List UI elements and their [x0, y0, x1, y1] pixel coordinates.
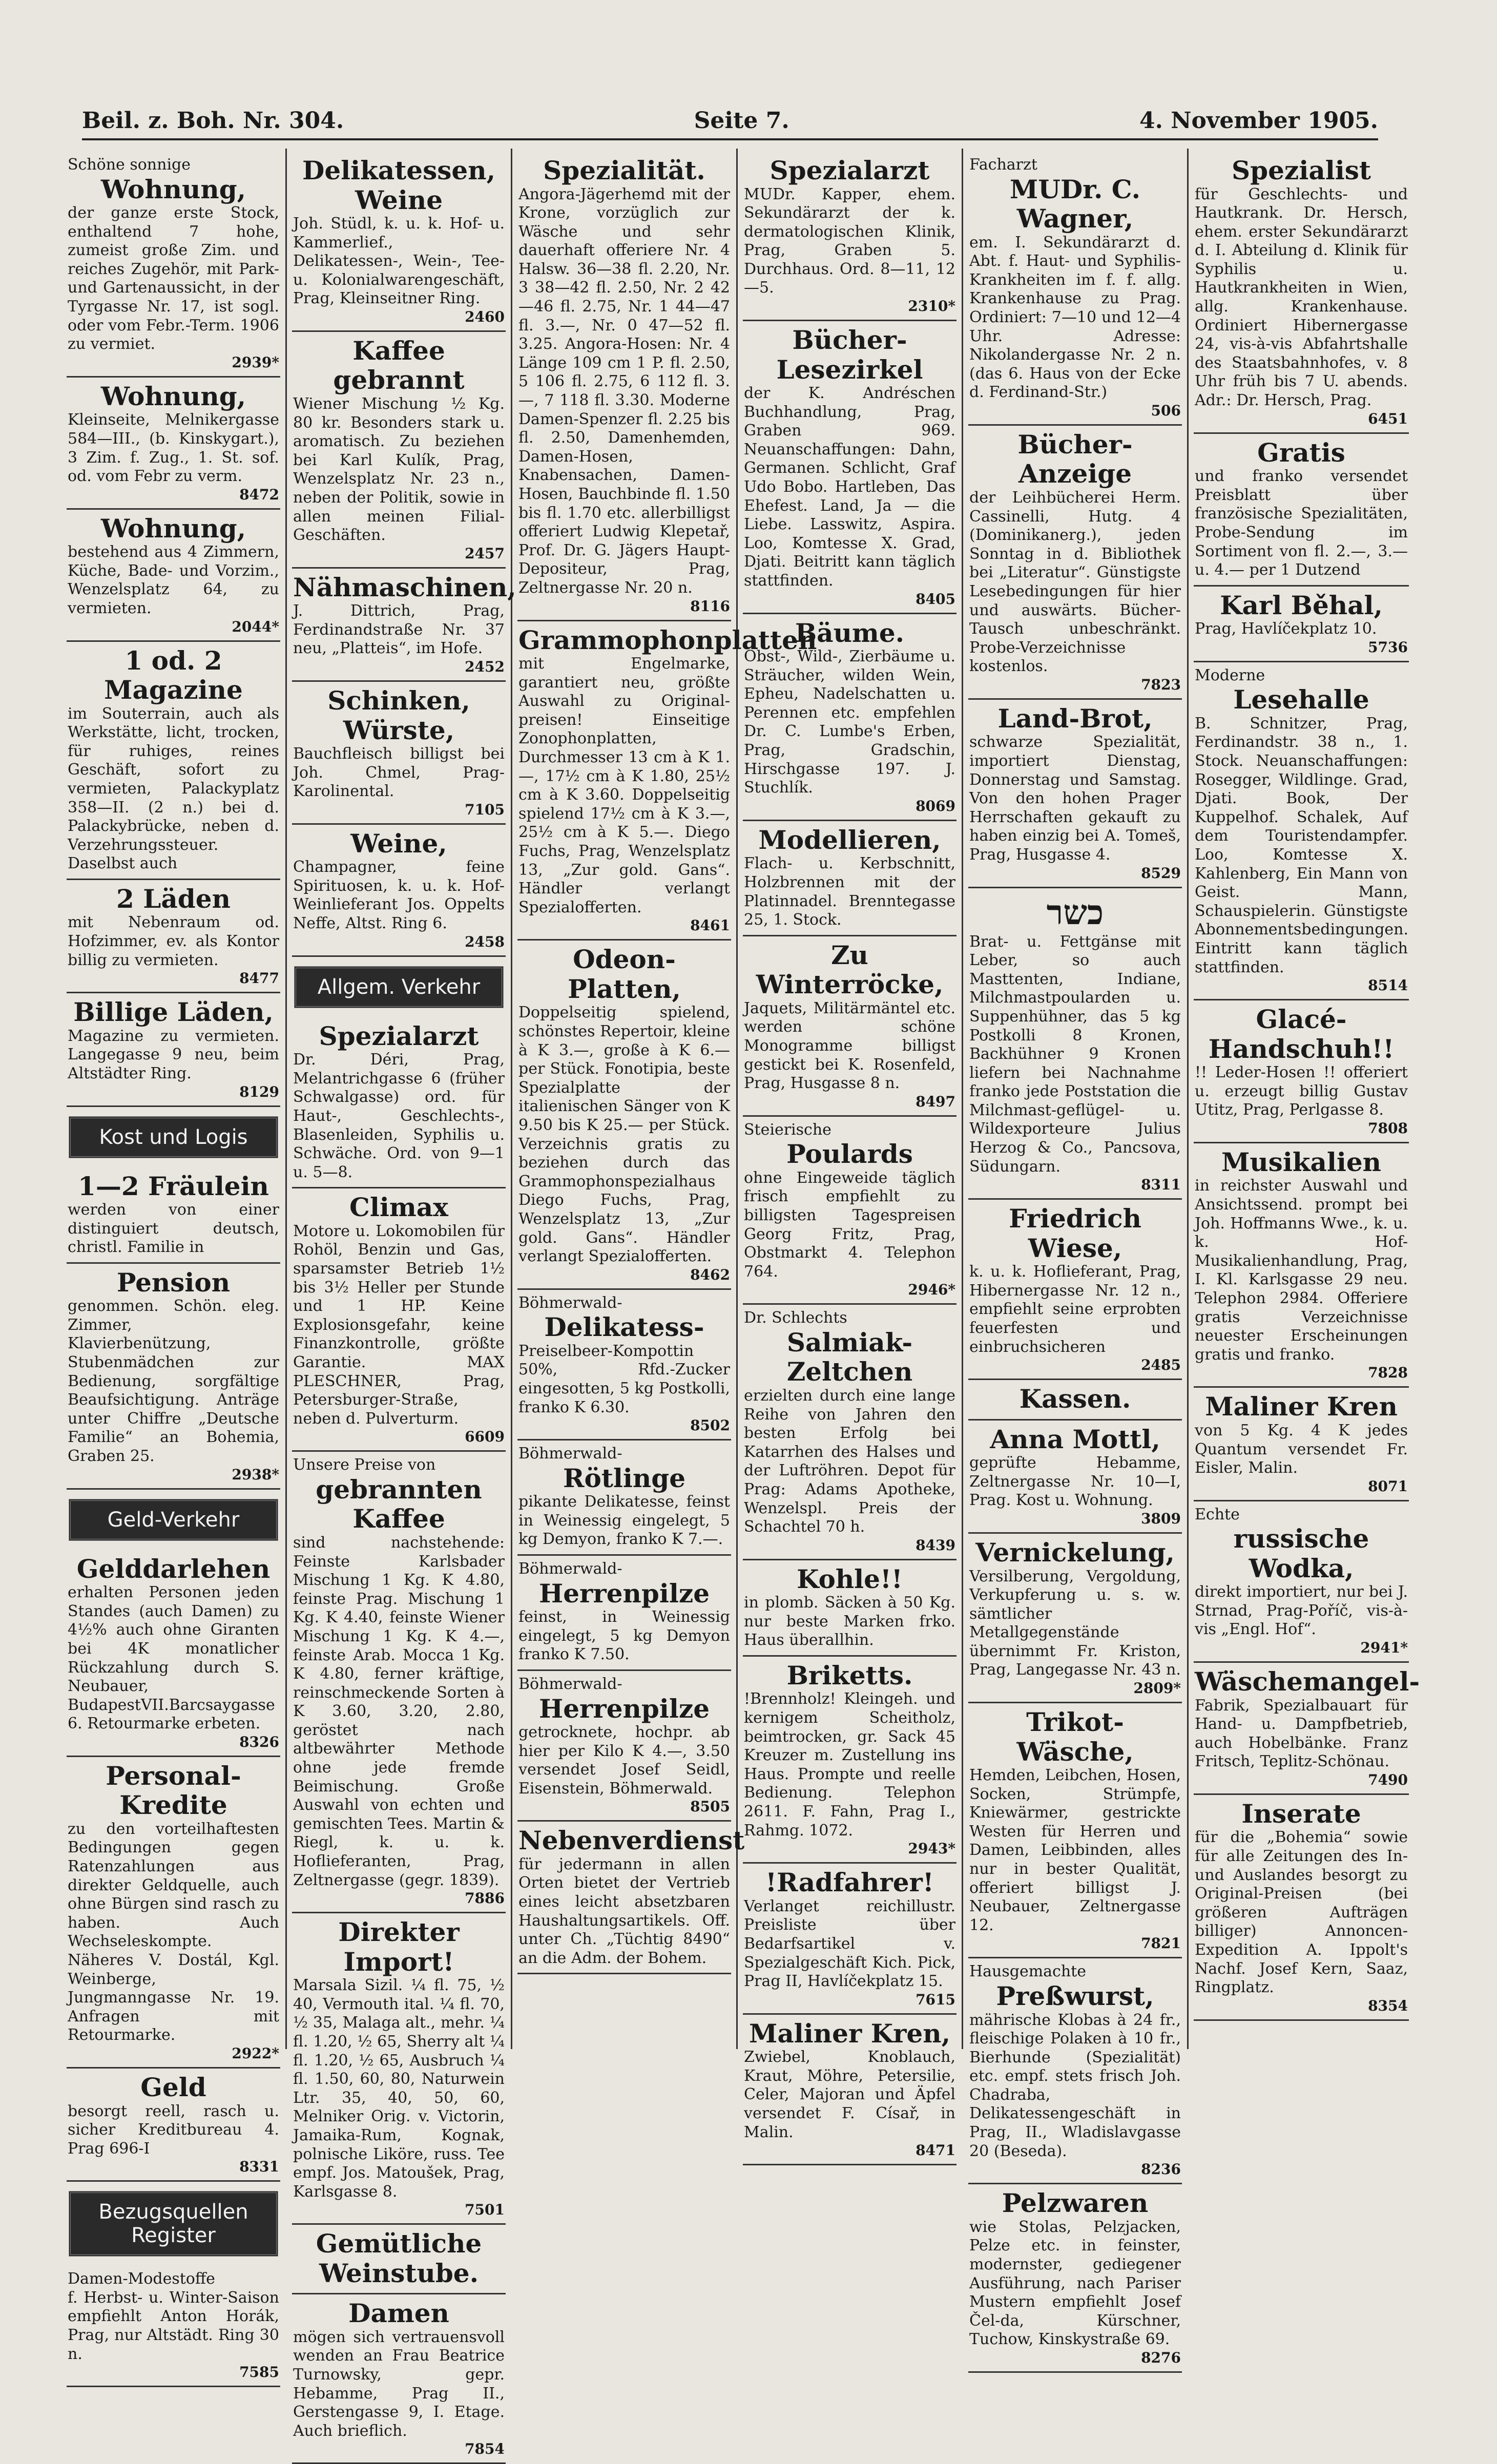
advertisement	[743, 614, 957, 821]
ad-body: sind nachstehende: Feinste Karlsbader Mischung 1 Kg. K 4.80, feinste Prag. Mischung 1 Kg. K 4.40, feinste Wiener Mischung 1 Kg. K 4.—, feinste Arab. Mocca 1 Kg. K 4.80, ferner kräftige, reinschmeckende Sorten à K 3.60, 3.20, 2.80, geröstet nach altbewährter Methode ohne jede fremde Beimischung. Große Auswahl von echten und gemischten Tees. Martin & Riegl, k. u. k. Hoflieferanten, Prag, Zeltnergasse (gegr. 1839).	[293, 1533, 505, 1889]
ad-kicker: Steierische	[744, 1120, 831, 1139]
ad-heading: MUDr. C. Wagner,	[1009, 174, 1141, 234]
ad-body: Doppelseitig spielend, schönstes Repertoir, kleine à K 3.—, große à K 6.— per Stück. Fonotipia, beste Spezialplatte der italienischen Sänger von K 9.50 bis K 25.— per Stück. Verzeichnis gratis zu beziehen durch das Grammophonspezialhaus Diego Fuchs, Prag, Wenzelsplatz 13, „Zur gold. Gans“. Händler verlangt Spezialofferten.	[518, 1004, 730, 1266]
ad-kicker: Moderne	[1195, 666, 1265, 684]
ad-number: 2939*	[232, 353, 279, 371]
ad-body: genommen. Schön. eleg. Zimmer, Klavierbenützung, Stubenmädchen zur Bedienung, sorgfältige Beaufsichtigung. Anträge unter Chiffre „Deutsche Familie“ an Bohemia, Graben 25.	[68, 1297, 279, 1466]
ad-heading: Glacé-Handschuh!!	[1208, 1004, 1395, 1064]
ad-kicker: Hausgemachte	[969, 1962, 1086, 1981]
advertisement	[67, 2069, 280, 2182]
ad-body: mögen sich vertrauensvoll wenden an Frau Beatrice Turnowsky, gepr. Hebamme, Prag II., Gerstengasse 9, I. Etage. Auch brieflich.	[293, 2328, 505, 2440]
ad-body: direkt importiert, nur bei J. Strnad, Prag-Poříč, vis-à-vis „Engl. Hof“.	[1195, 1583, 1408, 1639]
ad-kicker: Schöne sonnige	[68, 156, 191, 174]
ad-body: der Leihbücherei Herm. Cassinelli, Hutg. 4 (Dominikanerg.), jeden Sonntag in d. Bibliothek bei „Literatur“. Günstigste Lesebedingungen für hier und auswärts. Bücher-Tausch unbeschränkt. Probe-Verzeichnisse kostenlos.	[969, 488, 1181, 676]
ad-heading: Nähmaschinen,	[293, 572, 516, 602]
ad-body: der K. Andréschen Buchhandlung, Prag, Graben 969. Neuanschaffungen: Dahn, Germanen. Schlicht, Graf Udo Bobo. Hartleben, Das Ehefest. Land, Ja — die Liebe. Lasswitz, Aspira. Loo, Komtesse X. Grad, Djati. Beitritt kann täglich stattfinden.	[744, 384, 955, 590]
ad-heading: Preßwurst,	[996, 1981, 1154, 2011]
ad-kicker: Facharzt	[969, 156, 1037, 174]
advertisement	[1194, 1501, 1409, 1663]
ad-heading: Wäschemangel-	[1195, 1666, 1420, 1697]
ad-number: 8505	[690, 1798, 730, 1815]
ad-number: 7490	[1368, 1771, 1408, 1788]
ad-body: werden von einer distinguiert deutsch, christl. Familie in	[68, 1201, 279, 1257]
ad-number: 6451	[1368, 410, 1408, 427]
ad-number: 8514	[1368, 977, 1408, 994]
advertisement	[292, 2225, 506, 2294]
ad-heading: Spezialarzt	[770, 155, 930, 185]
advertisement	[292, 1913, 506, 2225]
ad-heading: Rötlinge	[563, 1463, 686, 1493]
advertisement	[292, 1017, 506, 1189]
advertisement	[292, 332, 506, 569]
ad-heading: Pension	[116, 1267, 231, 1298]
advertisement	[743, 1117, 957, 1305]
advertisement	[292, 1452, 506, 1913]
ad-heading: Bücher-Lesezirkel	[776, 325, 923, 385]
ad-number: 8502	[690, 1417, 730, 1434]
column-6	[1189, 149, 1420, 2049]
ad-kicker: Böhmerwald-	[518, 1445, 622, 1463]
ad-body: getrocknete, hochpr. ab hier per Kilo K 4.—, 3.50 versendet Josef Seidl, Eisenstein, Böhmerwald.	[518, 1723, 730, 1798]
ad-number: 8477	[239, 970, 279, 987]
advertisement	[292, 152, 506, 332]
ad-number: 7808	[1368, 1119, 1408, 1137]
ad-number: 2460	[465, 308, 505, 325]
advertisement	[517, 1556, 731, 1671]
ad-heading: Spezialarzt	[319, 1020, 479, 1051]
ad-body: Kleinseite, Melnikergasse 584—III., (b. Kinskygart.), 3 Zim. f. Zug., 1. St. sof. od. vom Febr zu verm.	[68, 411, 279, 486]
ad-heading: Gelddarlehen	[76, 1553, 271, 1584]
ad-heading: Kassen.	[1019, 1384, 1131, 1414]
ad-number: 8405	[916, 590, 955, 608]
advertisement	[1194, 152, 1409, 434]
ad-heading: Direkter Import!	[338, 1917, 460, 1977]
advertisement	[67, 152, 280, 378]
advertisement	[1194, 662, 1409, 1000]
ad-body: Champagner, feine Spirituosen, k. u. k. Hof-Weinlieferant Jos. Oppelts Neffe, Altst. Ring 6.	[293, 858, 505, 933]
ad-body: mit Engelmarke, garantiert neu, größte Auswahl zu Original-preisen! Einseitige Zonophonplatten, Durchmesser 13 cm à K 1.—, 17½ cm à K 1.80, 25½ cm à K 3.60. Doppelseitig spielend 17½ cm à K 3.—, 25½ cm à K 5.—. Diego Fuchs, Prag, Wenzelsplatz 13, „Zur gold. Gans“. Händler verlangt Spezialofferten.	[518, 655, 730, 916]
ad-number: 7501	[465, 2201, 505, 2219]
advertisement	[1194, 1795, 1409, 2021]
ad-number: 7615	[916, 1991, 955, 2008]
advertisement	[67, 993, 280, 1106]
ad-number: 5736	[1368, 638, 1408, 656]
ad-number: 8311	[1141, 1176, 1181, 1194]
advertisement	[517, 941, 731, 1289]
advertisement	[67, 378, 280, 510]
column-1	[61, 149, 287, 2381]
advertisement	[743, 152, 957, 321]
ad-heading: !Radfahrer!	[765, 1867, 934, 1898]
advertisement	[1194, 1388, 1409, 1501]
ad-heading: Briketts.	[786, 1660, 913, 1690]
advertisement	[292, 569, 516, 682]
ad-body: feinst, in Weinessig eingelegt, 5 kg Demyon franko K 7.50.	[518, 1608, 730, 1664]
ad-number: 8354	[1368, 1997, 1408, 2014]
ad-number: 2452	[465, 658, 505, 675]
ad-heading: Odeon-Platten,	[568, 944, 681, 1004]
ad-heading: gebrannten Kaffee	[316, 1474, 482, 1534]
ad-heading: Land-Brot,	[997, 703, 1153, 734]
ad-body: Prag, Havlíčekplatz 10.	[1195, 620, 1377, 638]
ad-heading: Kohle!!	[797, 1563, 903, 1594]
ad-columns	[61, 149, 1420, 2458]
ad-body: in reichster Auswahl und Ansichtssend. prompt bei Joh. Hoffmanns Wwe., k. u. k. Hof-Musikalienhandlung, Prag, I. Kl. Karlsgasse 29 neu. Telephon 2984. Offeriere gratis Verzeichnisse neuester Erscheinungen gratis und franko.	[1195, 1177, 1408, 1364]
ad-body: Dr. Déri, Prag, Melantrichgasse 6 (früher Schwalgasse) ord. für Haut-, Geschlechts-, Blasenleiden, Syphilis u. Schwäche. Ord. von 9—1 u. 5—8.	[293, 1051, 505, 1181]
advertisement	[292, 2294, 506, 2464]
ad-heading: Bücher-Anzeige	[1017, 429, 1133, 489]
ad-heading: Salmiak-Zeltchen	[786, 1327, 913, 1387]
ad-heading: Anna Mottl,	[990, 1424, 1160, 1454]
advertisement	[1194, 587, 1409, 662]
advertisement	[67, 880, 280, 993]
ad-number: 8069	[916, 797, 955, 815]
advertisement	[743, 1305, 957, 1560]
ad-number: 6609	[465, 1428, 505, 1446]
ad-body: Motore u. Lokomobilen für Rohöl, Benzin und Gas, sparsamster Betrieb 1½ bis 3½ Heller per Stunde und 1 HP. Keine Explosionsgefahr, keine Finanzkontrolle, größte Garantie. MAX PLESCHNER, Prag, Petersburger-Straße, neben d. Pulverturm.	[293, 1222, 505, 1428]
ad-heading: Schinken, Würste,	[327, 685, 470, 745]
ad-number: 2938*	[232, 1466, 279, 1483]
advertisement	[743, 821, 957, 936]
ad-number: 8116	[690, 597, 730, 615]
ad-body: f. Herbst- u. Winter-Saison empfiehlt Anton Horák, Prag, nur Altstädt. Ring 30 n.	[68, 2288, 279, 2363]
advertisement	[968, 2184, 1182, 2373]
ad-kicker: Böhmerwald-	[518, 1675, 622, 1693]
advertisement	[1194, 434, 1409, 587]
ad-body: erhalten Personen jeden Standes (auch Damen) zu 4½% auch ohne Giranten bei 4K monatlicher Rückzahlung durch S. Neubauer, BudapestVII.Barcsaygasse 6. Retourmarke erbeten.	[68, 1583, 279, 1733]
ad-heading: Weine,	[350, 828, 447, 859]
ad-heading: Wohnung,	[100, 381, 246, 411]
ad-heading: Lesehalle	[1233, 684, 1369, 715]
advertisement	[67, 1264, 280, 1490]
ad-body: Bauchfleisch billigst bei Joh. Chmel, Prag-Karolinental.	[293, 745, 505, 801]
column-5	[963, 149, 1189, 2366]
advertisement	[968, 1421, 1182, 1534]
ad-body: für die „Bohemia“ sowie für alle Zeitungen des In- und Auslandes besorgt zu Original-Preisen (bei größeren Aufträgen billiger) Annoncen-Expedition A. Ippolt's Nachf. Josef Kern, Saaz, Ringplatz.	[1195, 1828, 1408, 1997]
ad-number: 7828	[1368, 1364, 1408, 1382]
ad-body: Joh. Stüdl, k. u. k. Hof- u. Kammerlief., Delikatessen-, Wein-, Tee- u. Kolonialwarengeschäft, Prag, Kleinseitner Ring.	[293, 215, 505, 308]
ad-number: 7886	[465, 1890, 505, 1907]
ad-number: 8129	[239, 1083, 279, 1100]
ad-heading: Spezialität.	[543, 155, 705, 185]
ad-number: 8276	[1141, 2349, 1181, 2366]
advertisement	[743, 936, 957, 1117]
section-banner: Kost und Logis	[69, 1116, 278, 1158]
ad-heading: Geld	[140, 2072, 206, 2102]
advertisement	[67, 1550, 280, 1757]
ad-heading: Damen	[348, 2298, 449, 2329]
ad-body: Flach- u. Kerbschnitt, Holzbrennen mit der Platinnadel. Brenntegasse 25, 1. Stock.	[744, 854, 955, 929]
ad-heading: 1—2 Fräulein	[78, 1171, 269, 1201]
ad-heading: 1 od. 2 Magazine	[104, 645, 243, 705]
advertisement	[968, 1958, 1182, 2184]
ad-body: Angora-Jägerhemd mit der Krone, vorzüglich zur Wäsche und sehr dauerhaft offeriere Nr. 4 Halsw. 36—38 fl. 2.20, Nr. 3 38—42 fl. 2.50, Nr. 2 42—46 fl. 2.75, Nr. 1 44—47 fl. 3.—, Nr. 0 47—52 fl. 3.25. Angora-Hosen: Nr. 4 Länge 109 cm 1 P. fl. 2.50, 5 106 fl. 2.75, 6 112 fl. 3.—, 7 118 fl. 3.30. Moderne Damen-Spenzer fl. 2.25 bis fl. 2.50, Damenhemden, Damen-Hosen, Knabensachen, Damen-Hosen, Bauchbinde fl. 1.50 bis fl. 1.70 etc. allerbilligst offeriert Ludwig Klepetař, Prof. Dr. G. Jägers Haupt-Depositeur, Prag, Zeltnergasse Nr. 20 n.	[518, 185, 730, 597]
ad-body: Versilberung, Vergoldung, Verkupferung u. s. w. sämtlicher Metallgegenstände übernimmt Fr. Kriston, Prag, Langegasse Nr. 43 n.	[969, 1567, 1181, 1679]
ad-number: 8071	[1368, 1477, 1408, 1495]
advertisement	[517, 1822, 745, 1974]
ad-number: 7821	[1141, 1935, 1181, 1952]
ad-heading: Nebenverdienst	[518, 1825, 745, 1856]
ad-body: Brat- u. Fettgänse mit Leber, so auch Masttenten, Indiane, Milchmastpoularden u. Suppenhühner, das 5 kg Postkolli 8 Kronen, Backhühner 9 Kronen liefern bei Nachnahme franko jede Poststation die Milchmast-geflügel- u. Wildexporteure Julius Herzog & Co., Pancsova, Südungarn.	[969, 932, 1181, 1176]
ad-number: 2946*	[908, 1281, 955, 1299]
ad-number: 2457	[465, 545, 505, 562]
ad-body: bestehend aus 4 Zimmern, Küche, Bade- und Vorzim., Wenzelsplatz 64, zu vermieten.	[68, 543, 279, 617]
advertisement	[67, 1167, 280, 1264]
page-header	[82, 102, 1378, 140]
advertisement	[292, 682, 506, 825]
ad-heading: Trikot-Wäsche,	[1016, 1707, 1134, 1767]
ad-body: mit Nebenraum od. Hofzimmer, ev. als Kontor billig zu vermieten.	[68, 913, 279, 969]
column-4	[738, 149, 963, 2159]
ad-body: und franko versendet Preisblatt über französische Spezialitäten, Probe-Sendung im Sortiment von fl. 2.—, 3.— u. 4.— per 1 Dutzend	[1195, 467, 1408, 579]
ad-body: in plomb. Säcken à 50 Kg. nur beste Marken frko. Haus überallhin.	[744, 1594, 955, 1649]
section-banner: Allgem. Verkehr	[294, 966, 504, 1008]
ad-number: 8471	[916, 2142, 955, 2159]
advertisement	[743, 1560, 957, 1657]
ad-number: 3809	[1141, 1510, 1181, 1527]
ad-number: 8236	[1141, 2161, 1181, 2178]
ad-heading: Poulards	[786, 1139, 913, 1170]
ad-heading: Maliner Kren,	[748, 2018, 951, 2049]
advertisement	[1194, 1000, 1409, 1143]
advertisement	[517, 152, 731, 621]
section-banner: Bezugsquellen Register	[69, 2191, 278, 2257]
ad-heading: Gemütliche Weinstube.	[316, 2228, 482, 2288]
advertisement	[292, 1188, 506, 1452]
ad-number: 2809*	[1133, 1680, 1181, 1697]
ad-number: 2458	[465, 933, 505, 950]
ad-number: 8439	[916, 1536, 955, 1554]
ad-heading: Grammophonplatten	[518, 624, 817, 655]
ad-heading: Personal-Kredite	[106, 1760, 241, 1821]
ad-body: !Brennholz! Kleingeh. und kernigem Scheitholz, beimtrocken, gr. Sack 45 Kreuzer m. Zustellung ins Haus. Prompte und reelle Bedienung. Telephon 2611. F. Fahn, Prag I., Rahmg. 1072.	[744, 1690, 955, 1840]
advertisement	[968, 152, 1182, 426]
advertisement	[67, 1757, 280, 2069]
ad-number: 8529	[1141, 864, 1181, 882]
ad-body: besorgt reell, rasch u. sicher Kreditbureau 4. Prag 696-I	[68, 2102, 279, 2158]
ad-body: im Souterrain, auch als Werkstätte, licht, trocken, für ruhiges, reines Geschäft, sofort zu vermieten, Palackyplatz 358—II. (2 n.) bei d. Palackybrücke, neben d. Verzehrungssteuer. Daselbst auch	[68, 704, 279, 873]
advertisement	[968, 426, 1182, 700]
header-right: 4. November 1905.	[1139, 107, 1378, 134]
ad-body: mährische Klobas à 24 fr., fleischige Polaken à 10 fr., Bierhunde (Spezialität) etc. empf. stets frisch Joh. Chadraba, Delikatessengeschäft in Prag, II., Wladislavgasse 20 (Beseda).	[969, 2011, 1181, 2160]
ad-number: 8462	[690, 1266, 730, 1283]
ad-body: geprüfte Hebamme, Zeltnergasse Nr. 10—I, Prag. Kost u. Wohnung.	[969, 1454, 1181, 1510]
ad-number: 2941*	[1360, 1639, 1408, 1657]
ad-heading: Delikatessen, Weine	[302, 155, 495, 215]
ad-number: 7823	[1141, 676, 1181, 693]
ad-body: zu den vorteilhaftesten Bedingungen gegen Ratenzahlungen aus direkter Geldquelle, auch ohne Bürgen sind rasch zu haben. Auch Wechseleskompte. Näheres V. Dostál, Kgl. Weinberge, Jungmanngasse Nr. 19. Anfragen mit Retourmarke.	[68, 1820, 279, 2044]
advertisement	[968, 888, 1182, 1200]
ad-heading: Gratis	[1257, 437, 1345, 468]
ad-number: 2485	[1141, 1356, 1181, 1374]
ad-heading: Vernickelung,	[975, 1537, 1175, 1568]
ad-number: 7585	[239, 2364, 279, 2381]
ad-heading: Zu Winterröcke,	[756, 939, 944, 1000]
ad-body: em. I. Sekundärarzt d. Abt. f. Haut- und Syphilis-Krankheiten im f. f. allg. Krankenhause zu Prag. Ordiniert: 7—10 und 12—4 Uhr. Adresse: Nikolandergasse Nr. 2 n. (das 6. Haus von der Ecke d. Ferdinand-Str.)	[969, 233, 1181, 402]
ad-heading: Spezialist	[1232, 155, 1371, 185]
ad-heading: 2 Läden	[116, 883, 231, 914]
ad-number: 2922*	[232, 2045, 279, 2062]
ad-number: 8461	[690, 917, 730, 934]
advertisement	[67, 642, 280, 880]
ad-body: Fabrik, Spezialbauart für Hand- u. Dampfbetrieb, auch Hobelbänke. Franz Fritsch, Teplitz-Schönau.	[1195, 1696, 1408, 1771]
header-left: Beil. z. Boh. Nr. 304.	[82, 107, 344, 134]
ad-body: pikante Delikatesse, feinst in Weinessig eingelegt, 5 kg Demyon, franko K 7.—.	[518, 1493, 730, 1549]
ad-body: J. Dittrich, Prag, Ferdinandstraße Nr. 37 neu, „Platteis“, im Hofe.	[293, 602, 505, 658]
ad-body: Wiener Mischung ½ Kg. 80 kr. Besonders stark u. aromatisch. Zu beziehen bei Karl Kulík, Prag, Wenzelsplatz Nr. 23 n., neben der Politik, sowie in allen meinen Filial-Geschäften.	[293, 394, 505, 545]
ad-number: 7854	[465, 2440, 505, 2458]
advertisement	[743, 1657, 957, 1864]
ad-heading: Herrenpilze	[538, 1578, 710, 1609]
ad-body: wie Stolas, Pelzjacken, Pelze etc. in feinster, modernster, gediegener Ausführung, nach Pariser Mustern empfiehlt Josef Čel-da, Kürschner, Tuchow, Kinskystraße 69.	[969, 2218, 1181, 2349]
ad-kicker: Böhmerwald-	[518, 1560, 622, 1578]
ad-body: Obst-, Wild-, Zierbäume u. Sträucher, wilden Wein, Epheu, Nadelschatten u. Perennen etc. empfehlen Dr. C. Lumbe's Erben, Prag, Gradschin, Hirschgasse 197. J. Stuchlík.	[744, 648, 955, 797]
advertisement	[67, 2266, 280, 2387]
ad-number: 506	[1151, 402, 1181, 419]
advertisement	[292, 825, 506, 957]
ad-kicker: Damen-Modestoffe	[68, 2270, 215, 2288]
advertisement	[517, 1440, 731, 1556]
ad-body: Zwiebel, Knoblauch, Kraut, Möhre, Petersilie, Celer, Majoran und Äpfel versendet F. Císař, in Malin.	[744, 2048, 955, 2141]
ad-number: 8331	[239, 2158, 279, 2176]
ad-heading: Modellieren,	[758, 824, 941, 855]
ad-body: für jedermann in allen Orten bietet der Vertrieb eines leicht absetzbaren Haushaltungsartikels. Off. unter Ch. „Tüchtig 8490“ an die Adm. der Bohem.	[518, 1855, 730, 1967]
ad-number: 7105	[465, 801, 505, 818]
ad-hebrew-heading: כשר	[1046, 892, 1104, 932]
ad-heading: Friedrich Wiese,	[1009, 1203, 1141, 1263]
ad-number: 8497	[916, 1093, 955, 1110]
header-center: Seite 7.	[694, 107, 789, 134]
advertisement	[517, 1290, 731, 1440]
ad-kicker: Böhmerwald-	[518, 1293, 622, 1312]
ad-body: schwarze Spezialität, importiert Dienstag, Donnerstag und Samstag. Von den hohen Prager Herrschaften gekauft zu haben einzig bei A. Tomeš, Prag, Husgasse 4.	[969, 733, 1181, 864]
advertisement	[1194, 1143, 1409, 1388]
advertisement	[968, 1534, 1182, 1703]
ad-body: B. Schnitzer, Prag, Ferdinandstr. 38 n., 1. Stock. Neuanschaffungen: Rosegger, Wildlinge. Grad, Djati. Book, Der Kuppelhof. Schalek, Auf dem Touristendampfer. Loo, Komtesse X. Kahlenberg, Ein Mann von Geist. Mann, Schauspielerin. Günstigste Abonnementsbedingungen. Eintritt kann täglich stattfinden.	[1195, 714, 1409, 976]
advertisement	[517, 1671, 731, 1822]
ad-body: Magazine zu vermieten. Langegasse 9 neu, beim Altstädter Ring.	[68, 1027, 279, 1082]
ad-heading: Inserate	[1241, 1798, 1361, 1829]
ad-body: Hemden, Leibchen, Hosen, Socken, Strümpfe, Kniewärmer, gestrickte Westen für Herren und Damen, Leibbinden, alles nur in bester Qualität, offeriert billigst J. Neubauer, Zeltnergasse 12.	[969, 1766, 1181, 1934]
advertisement	[968, 1703, 1182, 1958]
advertisement	[743, 1864, 957, 2014]
ad-heading: Wohnung,	[100, 513, 246, 544]
ad-heading: Delikatess-	[544, 1312, 704, 1343]
ad-kicker: Echte	[1195, 1505, 1240, 1523]
ad-number: 2310*	[908, 298, 955, 315]
ad-heading: Herrenpilze	[538, 1693, 710, 1724]
ad-number: 8326	[239, 1733, 279, 1750]
advertisement	[1194, 1663, 1420, 1795]
ad-body: Verlanget reichillustr. Preisliste über Bedarfsartikel v. Spezialgeschäft Kich. Pick, Prag II, Havlíčekplatz 15.	[744, 1897, 955, 1991]
ad-number: 8472	[239, 486, 279, 503]
ad-kicker: Unsere Preise von	[293, 1456, 436, 1474]
ad-heading: Maliner Kren	[1205, 1391, 1398, 1422]
advertisement	[968, 1380, 1182, 1421]
advertisement	[743, 321, 957, 614]
ad-body: ohne Eingeweide täglich frisch empfiehlt zu billigsten Tagespreisen Georg Fritz, Prag, Obstmarkt 4. Telephon 764.	[744, 1168, 955, 1281]
ad-heading: Karl Běhal,	[1220, 590, 1383, 620]
ad-heading: russische Wodka,	[1233, 1523, 1369, 1583]
ad-body: Preiselbeer-Kompottin 50%, Rfd.-Zucker eingesotten, 5 kg Postkolli, franko K 6.30.	[518, 1342, 730, 1416]
advertisement	[517, 621, 817, 941]
column-2	[287, 149, 516, 2458]
ad-heading: Wohnung,	[100, 174, 246, 204]
section-banner: Geld-Verkehr	[69, 1499, 278, 1541]
ad-body: erzielten durch eine lange Reihe von Jahren den besten Erfolg bei Katarrhen des Halses und der Luftröhren. Depot für Prag: Adams Apotheke, Wenzelspl. Preis der Schachtel 70 h.	[744, 1386, 955, 1536]
advertisement	[968, 700, 1182, 888]
ad-body: MUDr. Kapper, ehem. Sekundärarzt der k. dermatologischen Klinik, Prag, Graben 5. Durchhaus. Ord. 8—11, 12—5.	[744, 185, 955, 297]
ad-heading: Billige Läden,	[73, 997, 274, 1028]
advertisement	[743, 2015, 957, 2165]
advertisement	[968, 1200, 1182, 1380]
ad-body: Jaquets, Militärmäntel etc. werden schöne Monogramme billigst gestickt bei K. Rosenfeld, Prag, Husgasse 8 n.	[744, 999, 955, 1093]
ad-body: für Geschlechts- und Hautkrank. Dr. Hersch, ehem. erster Sekundärarzt d. I. Abteilung d. Klinik für Syphilis u. Hautkrankheiten in Wien, allg. Krankenhause. Ordiniert Hibernergasse 24, vis-à-vis Abfahrtshalle des Staatsbahnhofes, v. 8 Uhr früh bis 7 U. abends. Adr.: Dr. Hersch, Prag.	[1195, 185, 1408, 410]
ad-heading: Bäume.	[795, 617, 905, 648]
ad-heading: Climax	[349, 1192, 448, 1223]
ad-body: der ganze erste Stock, enthaltend 7 hohe, zumeist große Zim. und reiches Zugehör, mit Park- und Gartenaussicht, in der Tyrgasse Nr. 17, ist sogl. oder vom Febr.-Term. 1906 zu vermiet.	[68, 204, 279, 353]
ad-heading: Pelzwaren	[1002, 2188, 1149, 2219]
ad-body: von 5 Kg. 4 K jedes Quantum versendet Fr. Eisler, Malin.	[1195, 1421, 1408, 1477]
ad-body: Marsala Sizil. ¼ fl. 75, ½ 40, Vermouth ital. ¼ fl. 70, ½ 35, Malaga alt., mehr. ¼ fl. 1.20, ½ 65, Sherry alt ¼ fl. 1.20, ½ 65, Ausbruch ¼ fl. 1.50, 60, 80, Naturwein Ltr. 35, 40, 50, 60, Melniker Orig. v. Victorin, Jamaika-Rum, Kognak, polnische Liköre, russ. Tee empf. Jos. Matoušek, Prag, Karlsgasse 8.	[293, 1976, 505, 2201]
ad-heading: Kaffee gebrannt	[333, 335, 465, 395]
ad-number: 2943*	[908, 1840, 955, 1857]
ad-body: k. u. k. Hoflieferant, Prag, Hibernergasse Nr. 12 n., empfiehlt seine erprobten feuerfesten und einbruchsicheren	[969, 1263, 1181, 1356]
ad-kicker: Dr. Schlechts	[744, 1309, 847, 1327]
ad-heading: Musikalien	[1221, 1146, 1382, 1177]
ad-body: !! Leder-Hosen !! offeriert u. erzeugt billig Gustav Utitz, Prag, Perlgasse 8.	[1195, 1063, 1408, 1119]
ad-number: 2044*	[232, 618, 279, 635]
advertisement	[67, 510, 280, 642]
